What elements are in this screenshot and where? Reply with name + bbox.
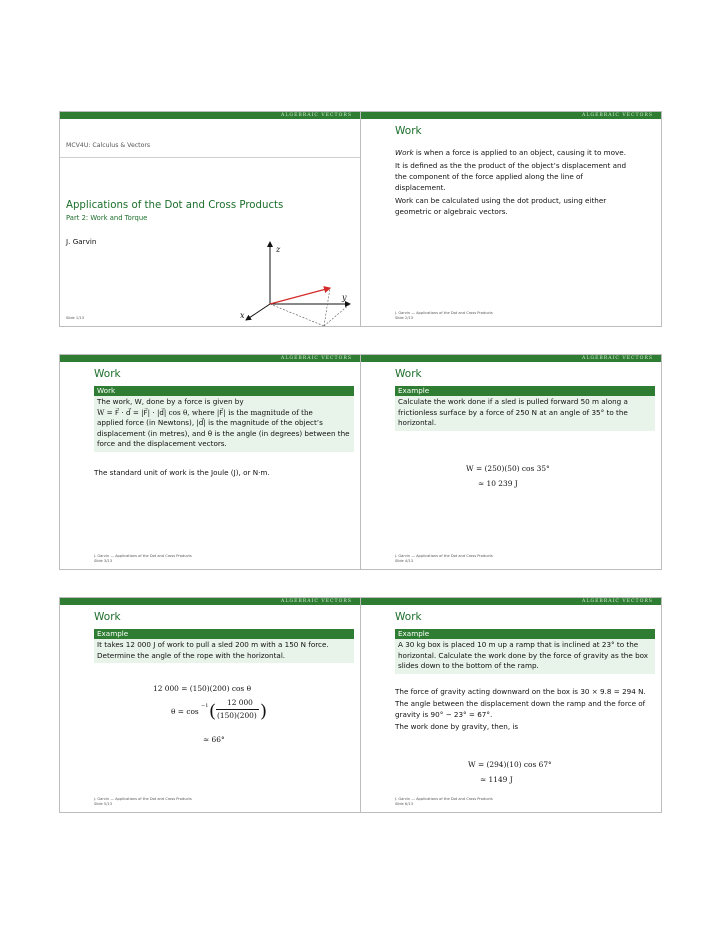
footer-author: J. Garvin — Applications of the Dot and Cross Products	[395, 797, 493, 801]
slide-title: Work	[395, 125, 422, 137]
slide-number: Slide 3/13	[94, 559, 112, 563]
equation-lhs: θ = cos	[171, 707, 199, 716]
slide-title: Work	[94, 368, 121, 380]
equation-line-2: ≈ 1149 J	[480, 775, 513, 784]
block-heading: Example	[395, 629, 655, 639]
slide-3	[59, 354, 361, 570]
solution-line-2: The angle between the displacement down the ramp and the force of gravity is 90° − 23° = 67°.	[395, 699, 646, 719]
slide-title: Work	[395, 368, 422, 380]
unit-note: The standard unit of work is the Joule (J), or N·m.	[94, 468, 270, 477]
slide-5	[59, 597, 361, 813]
equation-line-1: W = (250)(50) cos 35°	[466, 464, 550, 473]
x-axis	[246, 304, 270, 320]
equation-line-3: ≈ 66°	[203, 735, 225, 744]
equation-line-1: W = (294)(10) cos 67°	[468, 760, 552, 769]
slide-header: ALGEBRAIC VECTORS	[60, 355, 360, 362]
definition-rest: applied force (in Newtons), |d⃗| is the magnitude of the object’s displacement (in metres), and θ is the angle (in degrees) between the force and the displacement vectors.	[97, 418, 350, 448]
slide-4	[360, 354, 662, 570]
slide-header: ALGEBRAIC VECTORS	[60, 112, 360, 119]
slide-2	[360, 111, 662, 327]
divider	[60, 157, 360, 158]
slide-footer	[395, 554, 493, 564]
slide-footer	[395, 311, 493, 321]
slide-header: ALGEBRAIC VECTORS	[361, 355, 661, 362]
paren-right: )	[260, 701, 268, 722]
slide-header: ALGEBRAIC VECTORS	[361, 112, 661, 119]
presentation-title: Applications of the Dot and Cross Products	[66, 200, 284, 211]
slide-footer	[94, 554, 192, 564]
block-heading: Example	[94, 629, 354, 639]
projection-line	[270, 304, 324, 326]
fraction-numerator: 12 000	[227, 698, 253, 707]
projection-line	[324, 288, 330, 326]
slide-number: Slide 6/13	[395, 802, 413, 806]
slide-6	[360, 597, 662, 813]
block-heading: Example	[395, 386, 655, 396]
solution-line-1: The force of gravity acting downward on the box is 30 × 9.8 = 294 N.	[395, 687, 646, 696]
block-body: Calculate the work done if a sled is pulled forward 50 m along a frictionless surface by a force of 250 N at an angle of 35° to the horizontal.	[395, 396, 655, 431]
block-body: A 30 kg box is placed 10 m up a ramp that is inclined at 23° to the horizontal. Calculate the work done by the force of gravity as the box slides down to the bottom of the ramp.	[395, 639, 655, 674]
footer-author: J. Garvin — Applications of the Dot and Cross Products	[94, 797, 192, 801]
block-body: It takes 12 000 J of work to pull a sled 200 m with a 150 N force. Determine the angle of the rope with the horizontal.	[94, 639, 354, 663]
definition-formula: W = F⃗ · d⃗ = |F⃗| · |d⃗| cos θ, where |F⃗| is the magnitude of the	[97, 407, 313, 417]
slide-number: Slide 2/13	[395, 316, 413, 320]
equation-line-2: ≈ 10 239 J	[478, 479, 518, 488]
slide-number: Slide 5/13	[94, 802, 112, 806]
course-label: MCV4U: Calculus & Vectors	[66, 142, 151, 149]
body-text	[395, 147, 627, 217]
example-block	[395, 629, 655, 674]
slide-number: Slide 1/13	[66, 316, 84, 320]
paren-left: (	[209, 701, 217, 722]
equation-line-1: 12 000 = (150)(200) cos θ	[153, 684, 252, 693]
block-body	[94, 396, 354, 452]
author-name: J. Garvin	[66, 237, 97, 246]
force-vector	[270, 288, 330, 304]
slide-header: ALGEBRAIC VECTORS	[60, 598, 360, 605]
example-block	[94, 629, 354, 663]
fraction-denominator: (150)(200)	[217, 711, 257, 720]
footer-author: J. Garvin — Applications of the Dot and Cross Products	[94, 554, 192, 558]
footer-author: J. Garvin — Applications of the Dot and Cross Products	[395, 554, 493, 558]
solution-text	[395, 686, 655, 732]
projection-line	[324, 304, 350, 326]
equation-exponent: −1	[201, 703, 209, 709]
slide-footer	[94, 797, 192, 807]
axis-z-label: z	[276, 245, 281, 254]
paragraph-1-rest: is when a force is applied to an object, causing it to move.	[413, 148, 626, 157]
definition-block	[94, 386, 354, 452]
block-heading: Work	[94, 386, 354, 396]
axis-x-label: x	[240, 311, 245, 320]
definition-line-1: The work, W, done by a force is given by	[97, 397, 244, 406]
slide-number: Slide 4/13	[395, 559, 413, 563]
example-block	[395, 386, 655, 431]
presentation-subtitle: Part 2: Work and Torque	[66, 214, 148, 222]
solution-line-3: The work done by gravity, then, is	[395, 722, 519, 731]
vector-3d-diagram	[238, 240, 358, 326]
slide-title: Work	[395, 611, 422, 623]
slide-header: ALGEBRAIC VECTORS	[361, 598, 661, 605]
slide-1	[59, 111, 361, 327]
paragraph-3: Work can be calculated using the dot product, using either geometric or algebraic vectors.	[395, 196, 607, 216]
slide-title: Work	[94, 611, 121, 623]
paragraph-2: It is defined as the the product of the object’s displacement and the component of the force applied along the line of displacement.	[395, 161, 627, 192]
slide-footer	[395, 797, 493, 807]
footer-author: J. Garvin — Applications of the Dot and Cross Products	[395, 311, 493, 315]
fraction-bar	[216, 709, 259, 710]
work-term: Work	[395, 148, 414, 157]
axis-y-label: y	[342, 293, 347, 302]
